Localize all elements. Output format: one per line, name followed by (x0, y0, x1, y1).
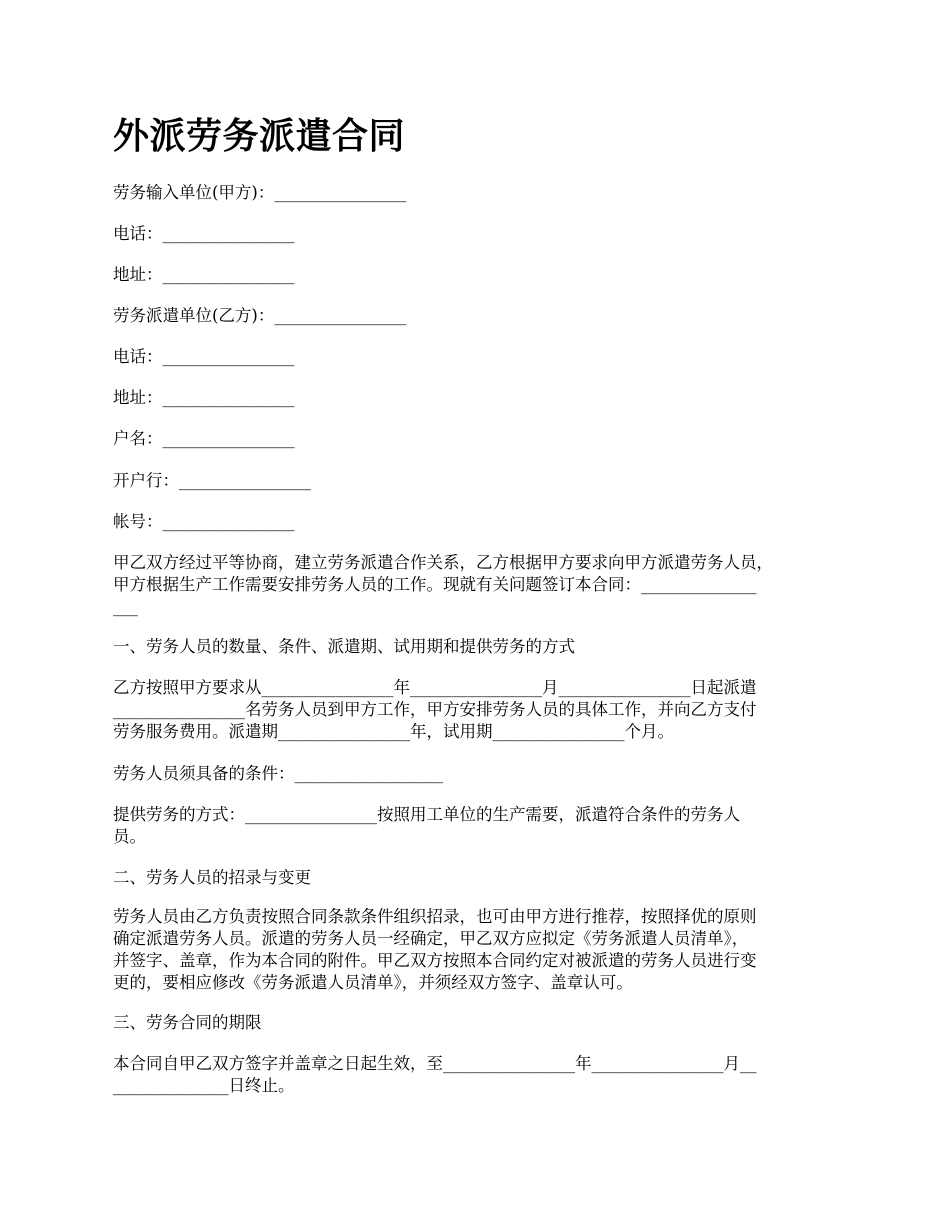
document-title: 外派劳务派遣合同 (113, 115, 406, 157)
bank-field: 开户行：________________ (113, 471, 311, 490)
paragraph-line: 劳务人员由乙方负责按照合同条款条件组织招录，也可由甲方进行推荐，按照择优的原则 (113, 907, 757, 926)
section-2-heading: 二、劳务人员的招录与变更 (113, 868, 311, 887)
intro-line: 甲方根据生产工作需要安排劳务人员的工作。现就有关问题签订本合同：______________ (113, 575, 757, 594)
paragraph-line: 本合同自甲乙双方签字并盖章之日起生效，至________________年________________月__ (113, 1054, 757, 1073)
intro-paragraph (113, 552, 843, 618)
party-a-name-field: 劳务输入单位(甲方)：________________ (113, 183, 407, 202)
intro-line: ___ (113, 597, 138, 616)
party-a-phone-field: 电话：________________ (113, 224, 295, 243)
account-name-field: 户名：________________ (113, 429, 295, 448)
party-a-address-field: 地址：________________ (113, 265, 295, 284)
paragraph-line: 更的，要相应修改《劳务派遣人员清单》，并须经双方签字、盖章认可。 (113, 973, 633, 992)
section-1-paragraph (113, 677, 843, 743)
paragraph-line: ________________名劳务人员到甲方工作，甲方安排劳务人员的具体工作，并向乙方支付 (113, 700, 757, 719)
method-paragraph (113, 804, 843, 848)
party-b-address-field: 地址：________________ (113, 388, 295, 407)
section-3-paragraph (113, 1053, 843, 1097)
paragraph-line: ______________日终止。 (113, 1076, 295, 1095)
party-b-name-field: 劳务派遣单位(乙方)：________________ (113, 306, 407, 325)
section-1-heading: 一、劳务人员的数量、条件、派遣期、试用期和提供劳务的方式 (113, 637, 575, 656)
paragraph-line: 提供劳务的方式：________________按照用工单位的生产需要，派遣符合条件的劳务人 (113, 805, 740, 824)
paragraph-line: 确定派遣劳务人员。派遣的劳务人员一经确定，甲乙双方应拟定《劳务派遣人员清单》， (113, 929, 749, 948)
conditions-field: 劳务人员须具备的条件：__________________ (113, 764, 443, 783)
paragraph-line: 劳务服务费用。派遣期________________年，试用期________________个月。 (113, 722, 674, 741)
account-number-field: 帐号：________________ (113, 512, 295, 531)
paragraph-line: 并签字、盖章，作为本合同的附件。甲乙双方按照本合同约定对被派遣的劳务人员进行变 (113, 951, 757, 970)
paragraph-line: 员。 (113, 827, 146, 846)
paragraph-line: 乙方按照甲方要求从________________年________________月________________日起派遣 (113, 678, 757, 697)
section-3-heading: 三、劳务合同的期限 (113, 1013, 262, 1032)
intro-line: 甲乙双方经过平等协商，建立劳务派遣合作关系，乙方根据甲方要求向甲方派遣劳务人员， (113, 553, 773, 572)
section-2-paragraph (113, 906, 843, 994)
party-b-phone-field: 电话：________________ (113, 347, 295, 366)
